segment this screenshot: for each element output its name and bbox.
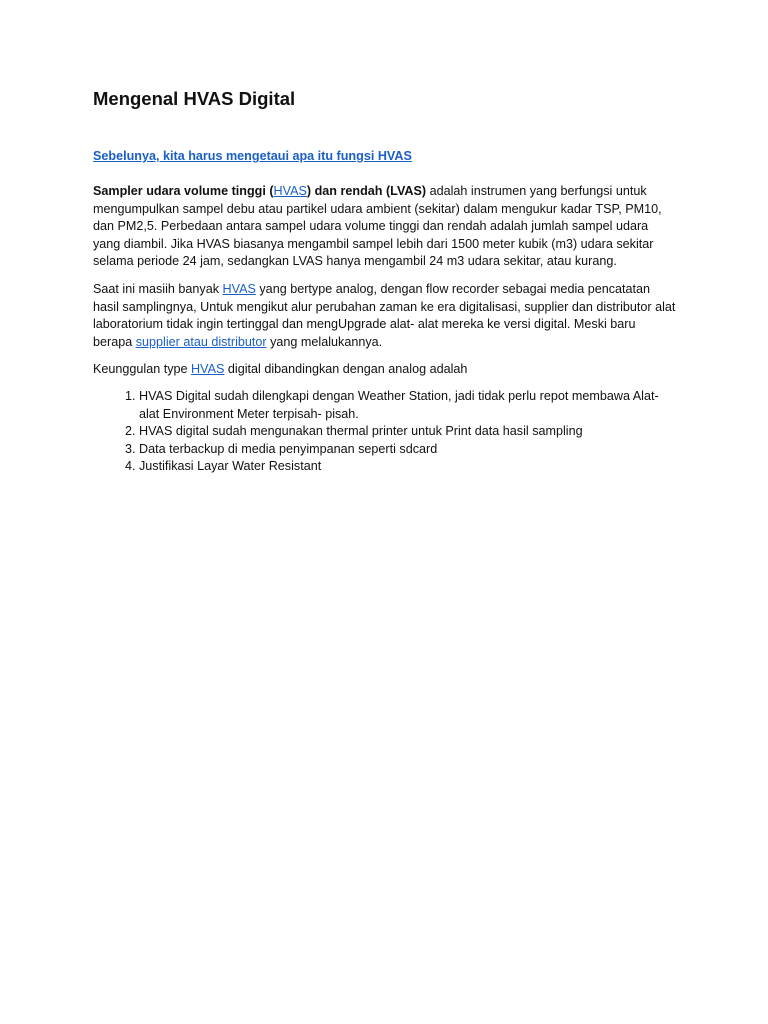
hvas-link[interactable]: HVAS	[191, 362, 225, 377]
paragraph-advantages	[93, 361, 678, 379]
document-page	[93, 86, 678, 476]
bold-text: ) dan rendah (LVAS)	[306, 184, 427, 198]
paragraph-text: Saat ini masiih banyak	[93, 281, 223, 296]
subheading-link[interactable]: Sebelunya, kita harus mengetaui apa itu fungsi HVAS	[93, 149, 412, 163]
bold-text: Sampler udara volume tinggi (	[93, 184, 274, 198]
supplier-link[interactable]: supplier atau distributor	[135, 334, 267, 349]
paragraph-text: Keunggulan type	[93, 362, 192, 377]
paragraph-text: yang melalukannya.	[266, 334, 383, 349]
list-item: 1. HVAS Digital sudah dilengkapi dengan Weather Station, jadi tidak perlu repot membawa Alat-alat Environment Meter terpisah- pisah.	[139, 388, 678, 423]
paragraph-text: adalah instrumen yang berfungsi untuk mengumpulkan sampel debu atau partikel udara ambient (sekitar) dalam mengukur kadar TSP, PM10, dan PM2,5. Perbedaan antara sampel udara volume tinggi dan rendah adalah jumlah sampel udara yang diambil. Jika HVAS biasanya mengambil sampel lebih dari 1500 meter kubik (m3) udara sekitar selama periode 24 jam, sedangkan LVAS hanya mengambil 24 m3 udara sekitar, atau kurang.	[93, 184, 662, 269]
list-item: 4. Justifikasi Layar Water Resistant	[139, 458, 678, 476]
paragraph-intro	[93, 183, 678, 271]
paragraph-analog	[93, 281, 678, 351]
paragraph-text: digital dibandingkan dengan analog adalah	[224, 362, 468, 377]
page-title: Mengenal HVAS Digital	[93, 88, 296, 109]
paragraph-text: yang bertype analog, dengan flow recorder sebagai media pencatatan hasil samplingnya, Untuk mengikut alur perubahan zaman ke era digitalisasi, supplier dan distributor alat laboratorium tidak ingin tertinggal dan mengUpgrade alat- alat mereka ke versi digital. Meski baru berapa	[93, 281, 676, 349]
advantages-list	[93, 388, 678, 476]
list-item: 3. Data terbackup di media penyimpanan seperti sdcard	[139, 441, 678, 459]
subheading	[93, 148, 678, 165]
hvas-link[interactable]: HVAS	[222, 281, 256, 296]
hvas-link[interactable]: HVAS	[273, 184, 307, 198]
list-item: 2. HVAS digital sudah mengunakan thermal printer untuk Print data hasil sampling	[139, 423, 678, 441]
